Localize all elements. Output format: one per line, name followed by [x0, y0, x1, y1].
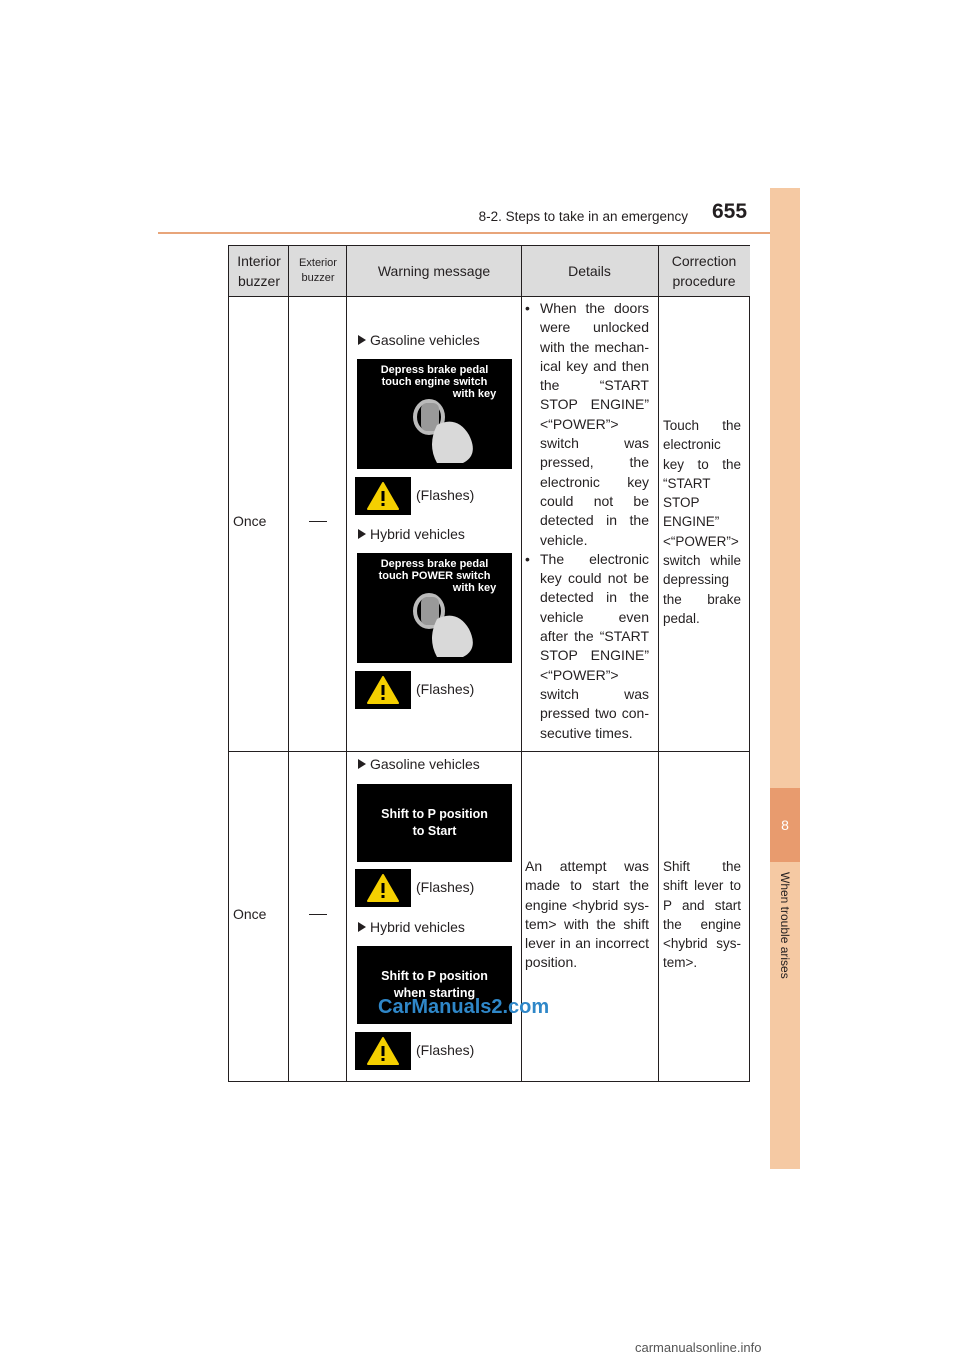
- screen-text: Shift to P position: [381, 969, 488, 983]
- column-divider: [346, 246, 347, 1081]
- warning-triangle-icon: [367, 675, 399, 705]
- column-divider: [658, 246, 659, 1081]
- row-divider: [229, 296, 749, 297]
- hybrid-vehicles-label: Hybrid vehicles: [358, 526, 465, 542]
- column-divider: [288, 246, 289, 1081]
- screen-text: Depress brake pedal: [380, 558, 489, 570]
- warning-triangle-icon: [367, 481, 399, 511]
- screen-text: touch engine switch: [381, 376, 488, 388]
- warning-light: [355, 477, 411, 515]
- correction-cell: Shift the shift lever to P and start the engine <hybrid sys-tem>.: [663, 859, 741, 971]
- triangle-bullet-icon: [358, 922, 366, 932]
- screen-text: with key: [452, 388, 497, 400]
- col-header-correction-procedure: Correction procedure: [658, 246, 750, 296]
- screen-text: Shift to P position: [381, 807, 488, 821]
- col-header-warning-message: Warning message: [347, 246, 521, 296]
- key-hand-icon: [407, 589, 487, 659]
- gasoline-vehicles-label: Gasoline vehicles: [358, 332, 480, 348]
- interior-buzzer-value: Once: [233, 906, 267, 922]
- flashes-note: (Flashes): [416, 1042, 475, 1058]
- key-hand-icon: [407, 395, 487, 465]
- screen-text: Depress brake pedal: [380, 364, 489, 376]
- screen-text: touch POWER switch: [378, 570, 491, 582]
- col-header-exterior-buzzer: Exterior buzzer: [289, 246, 347, 296]
- exterior-buzzer-none: [309, 914, 327, 915]
- section-title: 8-2. Steps to take in an emergency: [478, 209, 688, 224]
- warning-triangle-icon: [367, 873, 399, 903]
- interior-buzzer-value: Once: [233, 513, 267, 529]
- column-divider: [521, 246, 522, 1081]
- warning-triangle-icon: [367, 1036, 399, 1066]
- footer-watermark: carmanualsonline.info: [635, 1340, 762, 1355]
- chapter-title: When trouble arises: [778, 872, 792, 979]
- exterior-buzzer-none: [309, 521, 327, 522]
- warning-screen-image: [357, 359, 512, 469]
- col-header-interior-buzzer: Interior buzzer: [229, 246, 289, 296]
- correction-cell: Touch the electronic key to the “START STOP ENGINE” <“POWER”> switch while depressing the brake pedal.: [663, 418, 741, 626]
- triangle-bullet-icon: [358, 529, 366, 539]
- flashes-note: (Flashes): [416, 487, 475, 503]
- details-cell: An attempt was made to start the engine <hybrid sys-tem> with the shift lever in an incorrect position.: [525, 858, 649, 971]
- row-divider: [229, 751, 749, 752]
- warning-screen-image: [357, 784, 512, 862]
- warning-screen-image: [357, 553, 512, 663]
- chapter-side-bar: [770, 188, 800, 1169]
- header-rule: [158, 232, 770, 234]
- col-header-details: Details: [521, 246, 658, 296]
- flashes-note: (Flashes): [416, 681, 475, 697]
- page-number: 655: [712, 200, 748, 223]
- screen-text: when starting: [393, 986, 476, 1000]
- detail-bullet: • When the doors were unlocked with the mechan-ical key and then the “START STOP ENGINE” <“POWER”> switch was pressed, the electronic key could not be detected in the vehicle.: [525, 299, 649, 550]
- warning-light: [355, 671, 411, 709]
- detail-bullet: • The electronic key could not be detected in the vehicle even after the “START STOP ENGINE” <“POWER”> switch was pressed two con-secutive times.: [525, 550, 649, 743]
- chapter-number-tab[interactable]: 8: [770, 788, 800, 862]
- hybrid-vehicles-label: Hybrid vehicles: [358, 919, 465, 935]
- triangle-bullet-icon: [358, 759, 366, 769]
- gasoline-vehicles-label: Gasoline vehicles: [358, 756, 480, 772]
- warning-light: [355, 869, 411, 907]
- screen-text: to Start: [412, 824, 457, 838]
- watermark: CarManuals2.com: [378, 996, 550, 1018]
- screen-text: with key: [452, 582, 497, 594]
- triangle-bullet-icon: [358, 335, 366, 345]
- details-cell: [525, 299, 649, 743]
- flashes-note: (Flashes): [416, 879, 475, 895]
- warning-light: [355, 1032, 411, 1070]
